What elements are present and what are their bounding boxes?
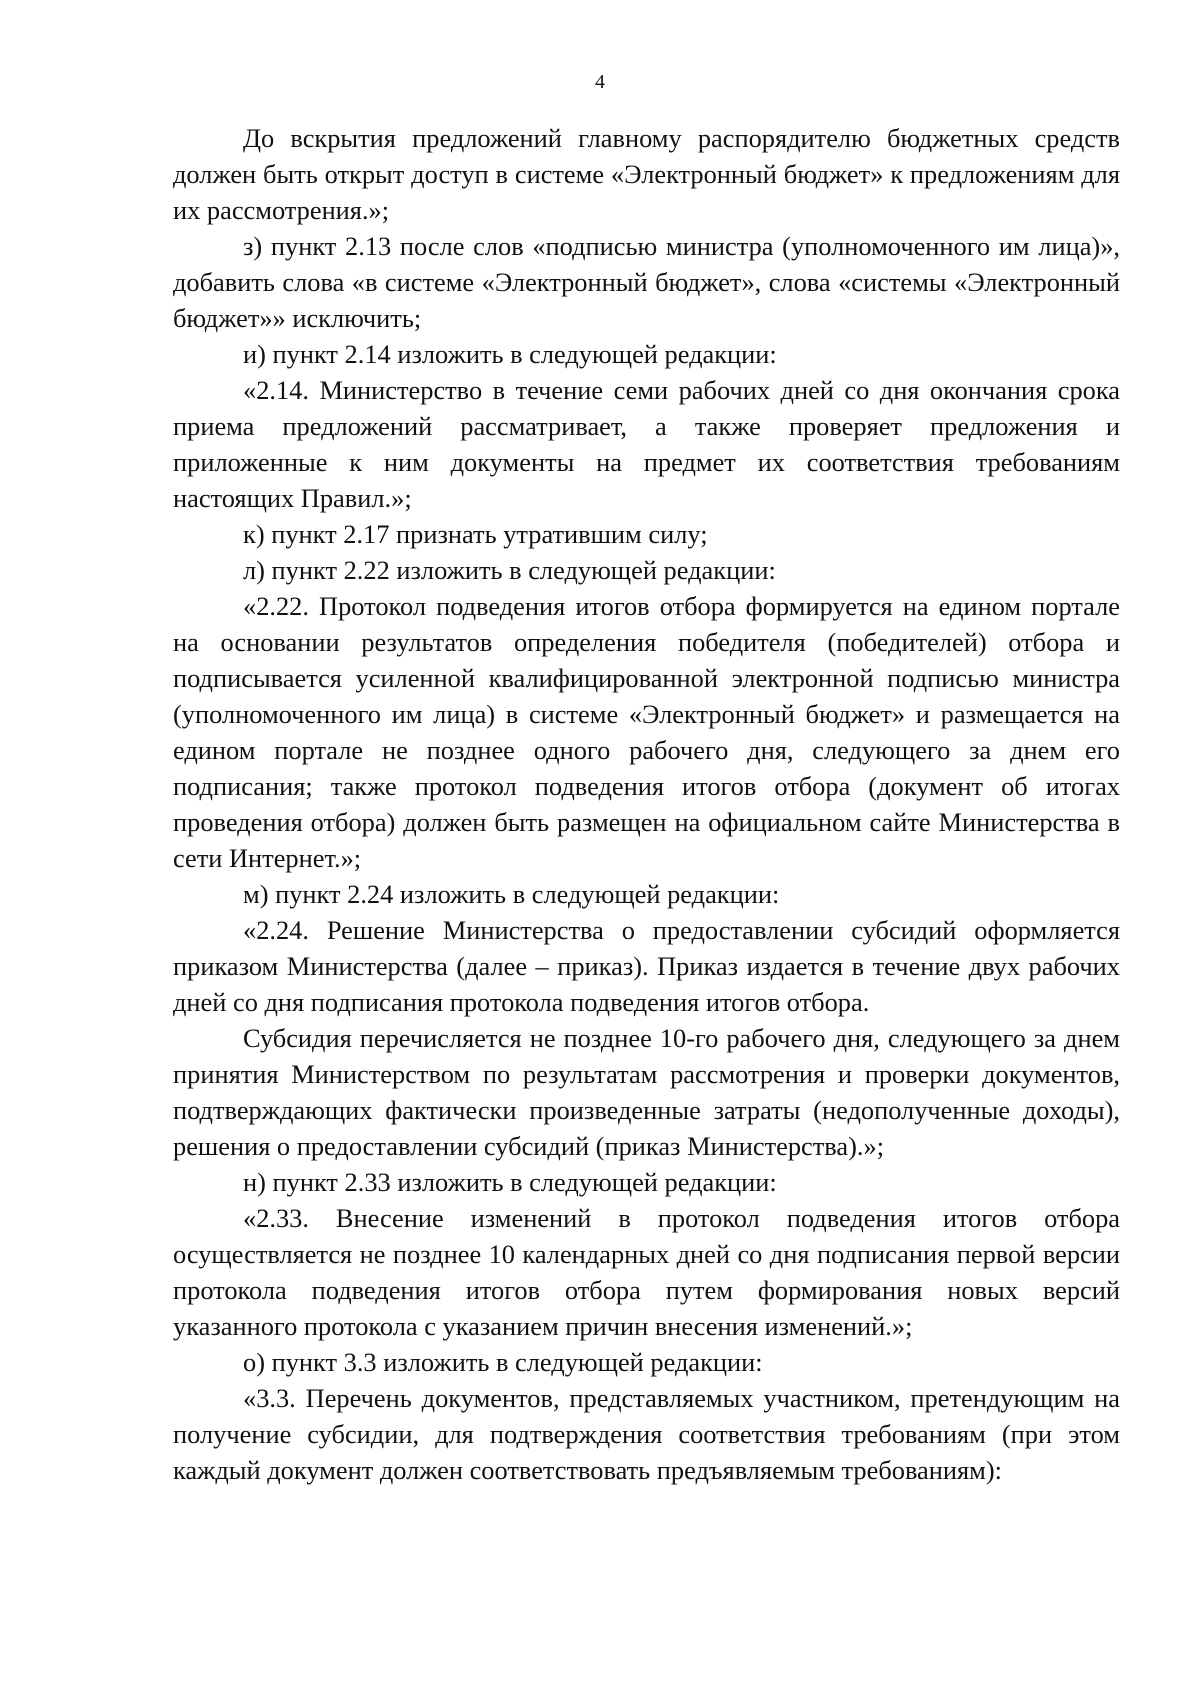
- paragraph: До вскрытия предложений главному распорядителю бюджетных средств должен быть открыт доступ в системе «Электронный бюджет» к предложениям для их рассмотрения.»;: [173, 123, 1120, 225]
- paragraph: «3.3. Перечень документов, представляемых участником, претендующим на получение субсидии, для подтверждения соответствия требованиям (при этом каждый документ должен соответствовать предъявляемым требованиям):: [173, 1383, 1120, 1485]
- paragraph: «2.14. Министерство в течение семи рабочих дней со дня окончания срока приема предложений рассматривает, а также проверяет предложения и приложенные к ним документы на предмет их соответствия требованиям настоящих Правил.»;: [173, 375, 1120, 513]
- paragraph: Субсидия перечисляется не позднее 10-го рабочего дня, следующего за днем принятия Министерством по результатам рассмотрения и проверки документов, подтверждающих фактически произведенные затраты (недополученные доходы), решения о предоставлении субсидий (приказ Министерства).»;: [173, 1023, 1120, 1161]
- page-number: 4: [595, 71, 605, 93]
- paragraph: «2.33. Внесение изменений в протокол подведения итогов отбора осуществляется не позднее 10 календарных дней со дня подписания первой версии протокола подведения итогов отбора путем формирования новых версий указанного протокола с указанием причин внесения изменений.»;: [173, 1203, 1120, 1341]
- paragraph: «2.22. Протокол подведения итогов отбора формируется на едином портале на основании результатов определения победителя (победителей) отбора и подписывается усиленной квалифицированной электронной подписью министра (уполномоченного им лица) в системе «Электронный бюджет» и размещается на едином портале не позднее одного рабочего дня, следующего за днем его подписания; также протокол подведения итогов отбора (документ об итогах проведения отбора) должен быть размещен на официальном сайте Министерства в сети Интернет.»;: [173, 591, 1120, 873]
- paragraph: «2.24. Решение Министерства о предоставлении субсидий оформляется приказом Министерства (далее – приказ). Приказ издается в течение двух рабочих дней со дня подписания протокола подведения итогов отбора.: [173, 915, 1120, 1017]
- paragraph: з) пункт 2.13 после слов «подписью министра (уполномоченного им лица)», добавить слова «в системе «Электронный бюджет», слова «системы «Электронный бюджет»» исключить;: [173, 231, 1120, 333]
- paragraph: о) пункт 3.3 изложить в следующей редакции:: [243, 1347, 763, 1377]
- paragraph: л) пункт 2.22 изложить в следующей редакции:: [243, 555, 776, 585]
- paragraph: н) пункт 2.33 изложить в следующей редакции:: [243, 1167, 777, 1197]
- document-body: [173, 120, 1120, 1488]
- paragraph: м) пункт 2.24 изложить в следующей редакции:: [243, 879, 780, 909]
- paragraph: к) пункт 2.17 признать утратившим силу;: [243, 519, 708, 549]
- paragraph: и) пункт 2.14 изложить в следующей редакции:: [243, 339, 777, 369]
